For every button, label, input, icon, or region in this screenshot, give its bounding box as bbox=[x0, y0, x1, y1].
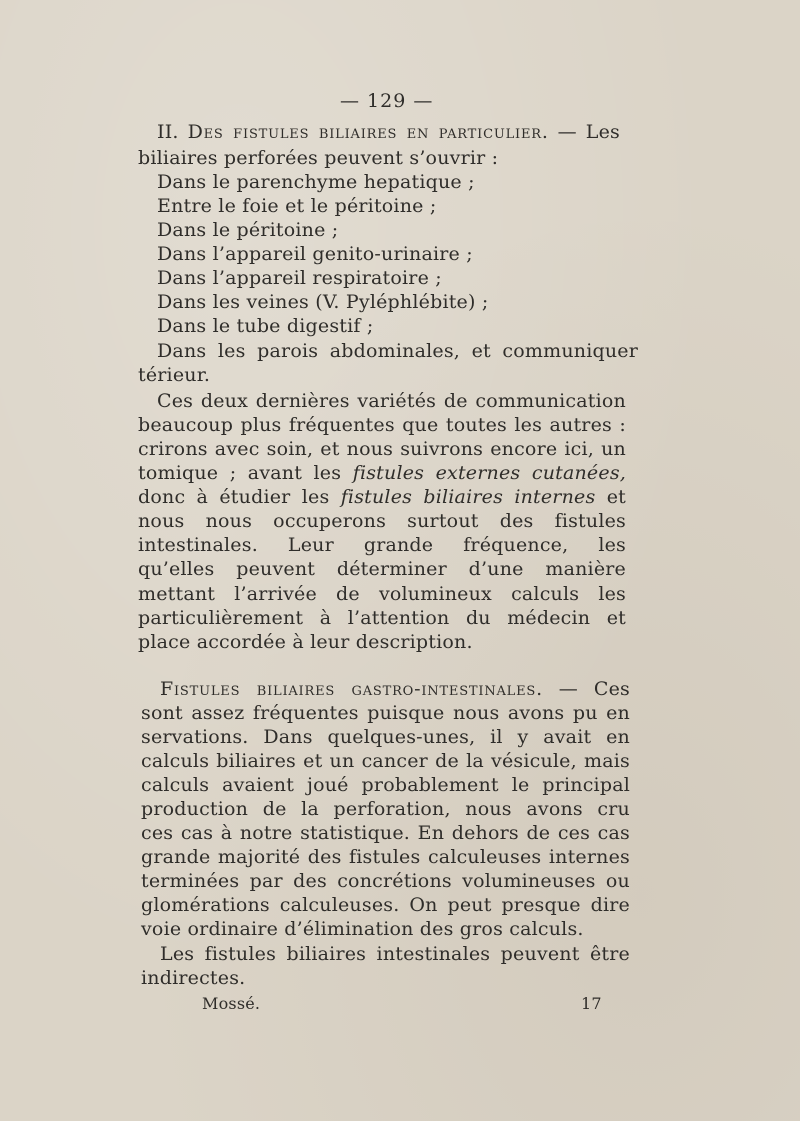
heading-text-start: Ces bbox=[593, 678, 630, 700]
section-title: Des fistules biliaires en particulier. bbox=[187, 121, 549, 143]
list-item: Dans les parois abdominales, et communiquer bbox=[157, 340, 638, 362]
text-line: production de la perforation, nous avons cru bbox=[141, 798, 630, 820]
text-line: mettant l’arrivée de volumineux calculs les bbox=[138, 583, 626, 605]
text-line: crirons avec soin, et nous suivrons encore ici, un bbox=[138, 438, 626, 460]
text-line: indirectes. bbox=[141, 967, 246, 989]
text-line: terminées par des concrétions volumineuses ou bbox=[141, 870, 630, 892]
text-line: grande majorité des fistules calculeuses internes bbox=[141, 846, 630, 868]
list-item: Dans le péritoine ; bbox=[157, 219, 339, 241]
text-line: beaucoup plus fréquentes que toutes les autres : bbox=[138, 414, 626, 436]
list-item: Dans le parenchyme hepatique ; bbox=[157, 171, 475, 193]
heading-dash: — bbox=[557, 121, 577, 143]
text-line: intestinales. Leur grande fréquence, les bbox=[138, 534, 626, 556]
text-line: Les fistules biliaires intestinales peuvent être bbox=[160, 943, 630, 965]
text-line: qu’elles peuvent déterminer d’une manière bbox=[138, 558, 626, 580]
text-line: ces cas à notre statistique. En dehors de ces cas bbox=[141, 822, 630, 844]
text-line: particulièrement à l’attention du médecin et bbox=[138, 607, 626, 629]
section-numeral: II. bbox=[157, 121, 179, 143]
text-line: place accordée à leur description. bbox=[138, 631, 473, 653]
text-line: glomérations calculeuses. On peut presque dire bbox=[141, 894, 630, 916]
text-segment: tomique ; avant les bbox=[138, 462, 342, 484]
text-line: voie ordinaire d’élimination des gros calculs. bbox=[141, 918, 584, 940]
paragraph-heading-line bbox=[160, 677, 630, 701]
list-item: Dans l’appareil genito-urinaire ; bbox=[157, 243, 473, 265]
italic-segment: fistules biliaires internes bbox=[340, 486, 596, 508]
page-number: — 129 — bbox=[340, 90, 434, 112]
text-line: térieur. bbox=[138, 364, 211, 386]
text-line: Ces deux dernières variétés de communication bbox=[157, 390, 626, 412]
list-item: Dans l’appareil respiratoire ; bbox=[157, 267, 442, 289]
text-line: biliaires perforées peuvent s’ouvrir : bbox=[138, 147, 499, 169]
italic-segment: fistules externes cutanées, bbox=[352, 462, 626, 484]
text-line-with-italic bbox=[138, 461, 626, 485]
list-item: Dans les veines (V. Pyléphlébite) ; bbox=[157, 291, 489, 313]
heading-dash: — bbox=[558, 678, 578, 700]
footer-signature: 17 bbox=[581, 994, 602, 1013]
text-line: servations. Dans quelques-unes, il y avait en bbox=[141, 726, 630, 748]
text-segment: et bbox=[606, 486, 626, 508]
text-line: calculs avaient joué probablement le principal bbox=[141, 774, 630, 796]
footer-author: Mossé. bbox=[202, 994, 261, 1013]
text-segment: donc à étudier les bbox=[138, 486, 330, 508]
paragraph-heading: Fistules biliaires gastro-intestinales. bbox=[160, 678, 543, 700]
text-line: calculs biliaires et un cancer de la vésicule, mais bbox=[141, 750, 630, 772]
section-heading-line bbox=[157, 120, 620, 144]
text-line: nous nous occuperons surtout des fistules bbox=[138, 510, 626, 532]
list-item: Dans le tube digestif ; bbox=[157, 315, 374, 337]
text-line: sont assez fréquentes puisque nous avons pu en bbox=[141, 702, 630, 724]
text-line-with-italic bbox=[138, 485, 626, 509]
heading-text-start: Les bbox=[585, 121, 620, 143]
list-item: Entre le foie et le péritoine ; bbox=[157, 195, 437, 217]
